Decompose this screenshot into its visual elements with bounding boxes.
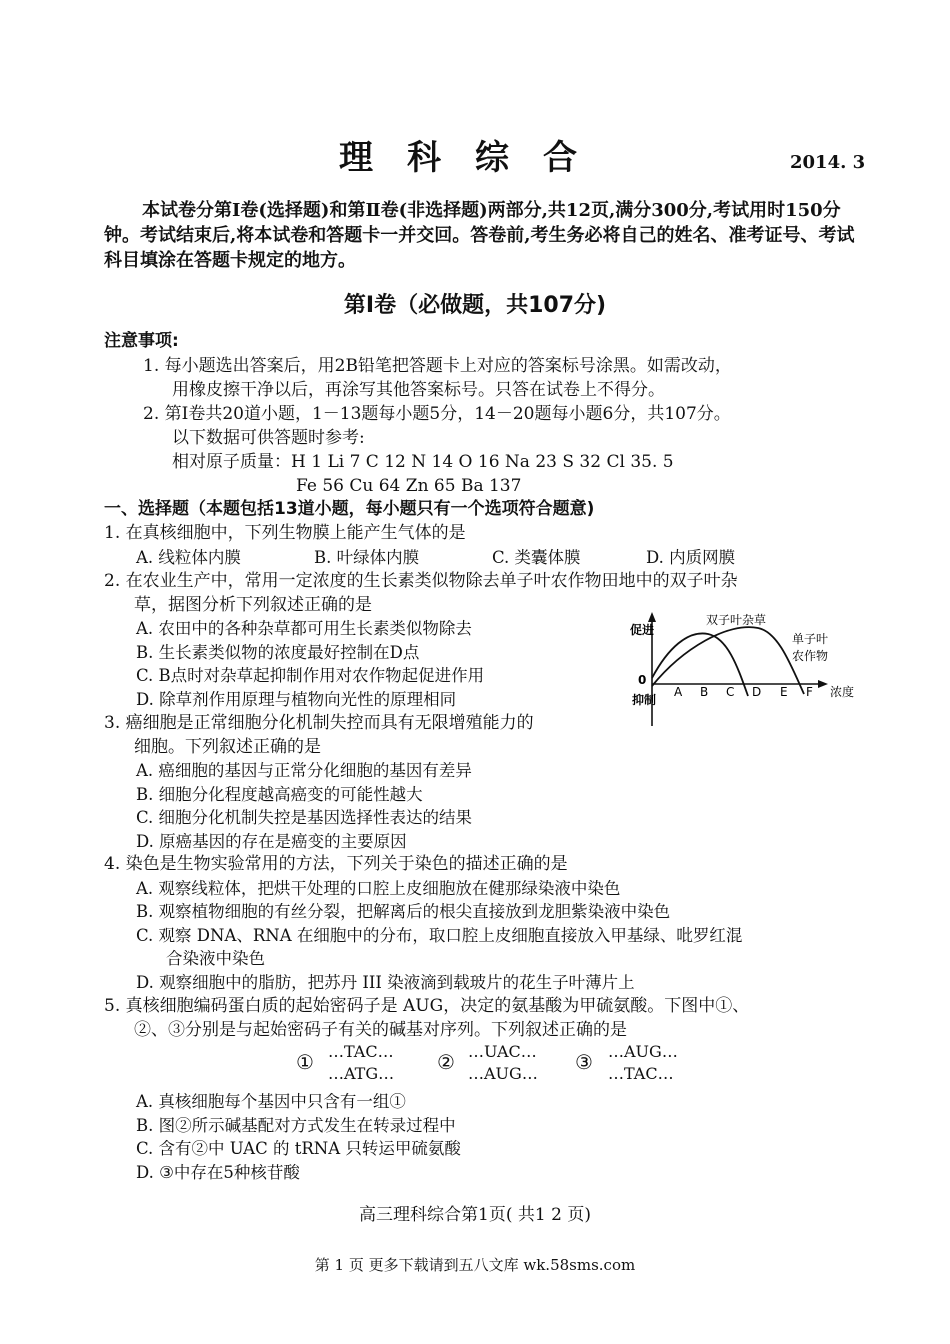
y-label-promote: 促进 xyxy=(630,623,655,637)
pair-2-top: …UAC… xyxy=(468,1042,537,1061)
curve-dicot-label: 双子叶杂草 xyxy=(706,613,767,627)
q2-stem-1: 2. 在农业生产中，常用一定浓度的生长素类似物除去单子叶农作物田地中的双子叶杂 xyxy=(104,571,738,591)
page-footer: 高三理科综合第1页( 共1 2 页) xyxy=(359,1205,591,1225)
point-f: F xyxy=(806,685,813,699)
pair-1-bottom: …ATG… xyxy=(328,1064,395,1083)
source-line: 第 1 页 更多下载请到五八文库 wk.58sms.com xyxy=(314,1256,636,1274)
q2-stem-2: 草，据图分析下列叙述正确的是 xyxy=(134,595,372,615)
q2-option-b: B. 生长素类似物的浓度最好控制在D点 xyxy=(136,643,420,662)
section-title: 第Ⅰ卷（必做题，共107分) xyxy=(343,293,607,318)
q3-stem-2: 细胞。下列叙述正确的是 xyxy=(134,737,321,757)
q3-option-b: B. 细胞分化程度越高癌变的可能性越大 xyxy=(136,785,423,804)
q5-stem-1: 5. 真核细胞编码蛋白质的起始密码子是 AUG，决定的氨基酸为甲硫氨酸。下图中①、 xyxy=(104,996,750,1016)
q3-option-c: C. 细胞分化机制失控是基因选择性表达的结果 xyxy=(136,808,473,827)
y-axis-arrow xyxy=(648,612,656,622)
q4-option-b: B. 观察植物细胞的有丝分裂，把解离后的根尖直接放到龙胆紫染液中染色 xyxy=(136,902,671,921)
q1-option-b: B. 叶绿体内膜 xyxy=(314,548,420,567)
q1-stem: 1. 在真核细胞中，下列生物膜上能产生气体的是 xyxy=(104,523,466,543)
point-d: D xyxy=(752,685,762,699)
q5-stem-2: ②、③分别是与起始密码子有关的碱基对序列。下列叙述正确的是 xyxy=(134,1020,627,1040)
q4-option-c-line-2: 合染液中染色 xyxy=(166,949,265,968)
note-1-line-1: 1. 每小题选出答案后，用2B铅笔把答题卡上对应的答案标号涂黑。如需改动， xyxy=(143,356,732,376)
q5-option-c: C. 含有②中 UAC 的 tRNA 只转运甲硫氨酸 xyxy=(136,1139,461,1158)
y-label-inhibit: 抑制 xyxy=(632,693,657,707)
q5-option-b: B. 图②所示碱基配对方式发生在转录过程中 xyxy=(136,1116,456,1135)
origin-label: 0 xyxy=(638,673,647,687)
pair-2-mark: ② xyxy=(437,1050,455,1074)
atomic-masses-2: Fe 56 Cu 64 Zn 65 Ba 137 xyxy=(296,476,522,496)
point-b: B xyxy=(700,685,709,699)
q1-option-a: A. 线粒体内膜 xyxy=(136,548,241,567)
q2-option-a: A. 农田中的各种杂草都可用生长素类似物除去 xyxy=(136,619,472,638)
q3-stem-1: 3. 癌细胞是正常细胞分化机制失控而具有无限增殖能力的 xyxy=(104,713,534,733)
q1-option-d: D. 内质网膜 xyxy=(646,548,736,567)
x-axis-label: 浓度 xyxy=(830,685,855,699)
atomic-masses-1: 相对原子质量：H 1 Li 7 C 12 N 14 O 16 Na 23 S 32 Cl 35. 5 xyxy=(172,452,674,472)
pair-1-mark: ① xyxy=(296,1050,314,1074)
x-axis-arrow xyxy=(818,680,828,688)
pair-3-bottom: …TAC… xyxy=(608,1064,674,1083)
q4-stem: 4. 染色是生物实验常用的方法，下列关于染色的描述正确的是 xyxy=(104,854,568,874)
note-1-line-2: 用橡皮擦干净以后，再涂写其他答案标号。只答在试卷上不得分。 xyxy=(172,380,665,400)
curve-monocot-label-2: 农作物 xyxy=(792,649,829,663)
note-2-line-1: 2. 第Ⅰ卷共20道小题，1－13题每小题5分，14－20题每小题6分，共107分。 xyxy=(143,404,731,424)
q2-option-c: C. B点时对杂草起抑制作用对农作物起促进作用 xyxy=(136,666,485,685)
exam-date: 2014. 3 xyxy=(790,152,866,173)
q3-option-d: D. 原癌基因的存在是癌变的主要原因 xyxy=(136,832,407,851)
q3-option-a: A. 癌细胞的基因与正常分化细胞的基因有差异 xyxy=(136,761,472,780)
auxin-concentration-graph xyxy=(628,608,868,733)
q4-option-a: A. 观察线粒体，把烘干处理的口腔上皮细胞放在健那绿染液中染色 xyxy=(136,879,621,898)
intro-paragraph: 本试卷分第Ⅰ卷(选择题)和第Ⅱ卷(非选择题)两部分,共12页,满分300分,考试用时150分钟。考试结束后,将本试卷和答题卡一并交回。答卷前,考生务必将自己的姓名、准考证号、考试科目填涂在答题卡规定的地方。 xyxy=(104,200,855,271)
q2-option-d: D. 除草剂作用原理与植物向光性的原理相同 xyxy=(136,690,457,709)
point-a: A xyxy=(674,685,683,699)
q5-option-d: D. ③中存在5种核苷酸 xyxy=(136,1163,300,1182)
q4-option-d: D. 观察细胞中的脂肪，把苏丹 III 染液滴到载玻片的花生子叶薄片上 xyxy=(136,973,635,992)
part-1-heading: 一、选择题（本题包括13道小题，每小题只有一个选项符合题意) xyxy=(104,499,595,519)
page-title: 理科综合 xyxy=(339,138,611,178)
q4-option-c-line-1: C. 观察 DNA、RNA 在细胞中的分布，取口腔上皮细胞直接放入甲基绿、吡罗红混 xyxy=(136,926,743,945)
pair-3-top: …AUG… xyxy=(608,1042,678,1061)
point-e: E xyxy=(780,685,788,699)
pair-1-top: …TAC… xyxy=(328,1042,394,1061)
notes-heading: 注意事项: xyxy=(104,331,179,351)
pair-2-bottom: …AUG… xyxy=(468,1064,538,1083)
curve-monocot-label-1: 单子叶 xyxy=(792,632,829,646)
note-2-line-2: 以下数据可供答题时参考: xyxy=(172,428,365,448)
q5-option-a: A. 真核细胞每个基因中只含有一组① xyxy=(136,1092,406,1111)
point-c: C xyxy=(726,685,735,699)
pair-3-mark: ③ xyxy=(575,1050,593,1074)
q1-option-c: C. 类囊体膜 xyxy=(492,548,581,567)
